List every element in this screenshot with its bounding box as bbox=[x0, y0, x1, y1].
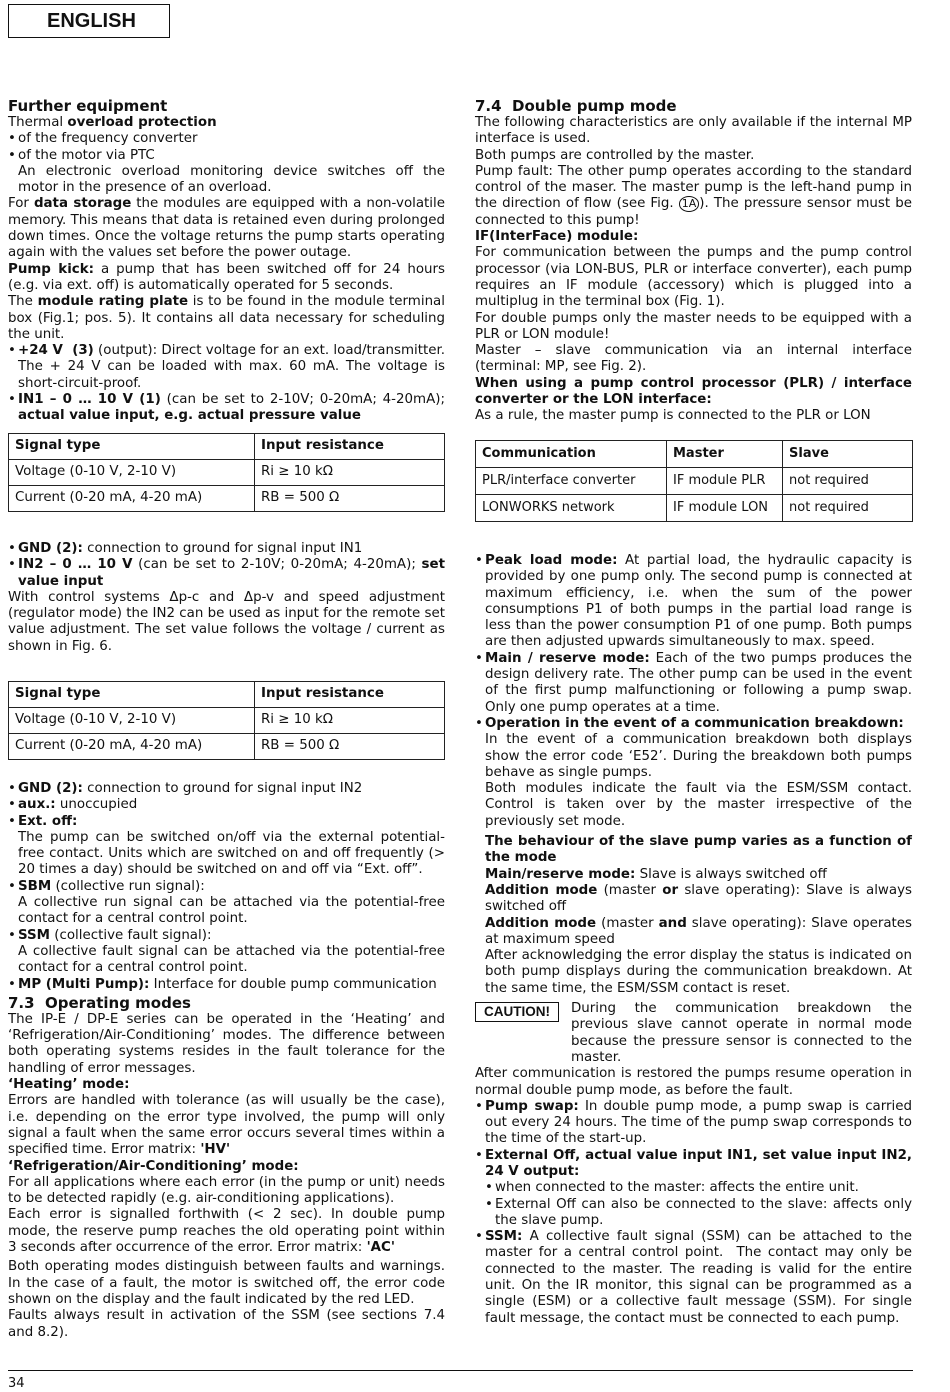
page-number: 34 bbox=[8, 1376, 25, 1391]
paragraph: Each error is signalled forthwith (< 2 sec). In double pump mode, the reserve pump reaches the old operating point within 3 seconds after occurrence of the error. Error matrix: 'AC' bbox=[8, 1207, 445, 1256]
paragraph: Addition mode (master and slave operating): Slave operates at maximum speed bbox=[485, 915, 912, 947]
list-item: • GND (2): connection to ground for signal input IN2 bbox=[8, 781, 445, 797]
paragraph: Both operating modes distinguish between faults and warnings. In the case of a fault, the motor is switched off, the error code shown on the display and the fault indicated by the red LED. bbox=[8, 1259, 445, 1307]
table-cell: Current (0-20 mA, 4-20 mA) bbox=[9, 734, 255, 760]
paragraph: Errors are handled with tolerance (as will usually be the case), i.e. depending on the error type involved, the pump will only signal a fault when the same error occurs several times within a specified time. Error matrix: 'HV' bbox=[8, 1093, 445, 1158]
paragraph: An electronic overload monitoring device switches off the motor in the presence of an overload. bbox=[18, 163, 445, 196]
paragraph: As a rule, the master pump is connected to the PLR or LON bbox=[475, 408, 871, 424]
list-item: • of the motor via PTC bbox=[8, 148, 445, 164]
paragraph: The module rating plate is to be found in the module terminal box (Fig.1; pos. 5). It contains all data necessary for scheduling the unit. bbox=[8, 294, 445, 342]
caution-badge: CAUTION! bbox=[475, 1002, 559, 1022]
paragraph: Master – slave communication via an internal interface (terminal: MP, see Fig. 2). bbox=[475, 343, 912, 375]
caution-text: During the communication breakdown the previous slave cannot operate in normal mode because the pressure sensor is connected to the master. bbox=[571, 1001, 912, 1065]
table-header: Input resistance bbox=[255, 682, 445, 708]
table-cell: Ri ≥ 10 kΩ bbox=[255, 708, 445, 734]
table-cell: Current (0-20 mA, 4-20 mA) bbox=[9, 486, 255, 512]
table-header: Communication bbox=[476, 441, 667, 468]
paragraph: Pump fault: The other pump operates according to the standard control of the maser. The master pump is the left-hand pump in the direction of flow (see Fig. 1A ). The pressure sensor must be connected to this pump! bbox=[475, 163, 912, 228]
list-item: • IN2 – 0 … 10 V (can be set to 2-10V; 0-20mA; 4-20mA); set value input bbox=[8, 557, 445, 590]
table-cell: not required bbox=[783, 468, 913, 495]
paragraph: Addition mode (master or slave operating): Slave is always switched off bbox=[485, 882, 912, 915]
table-header: Signal type bbox=[9, 434, 255, 460]
caution-block bbox=[475, 1001, 912, 1066]
list-item: • SSM: A collective fault signal (SSM) can be attached to the master for a central control point. The contact may only be connected to the master. The reading is valid for the entire unit. On the IR monitor, this signal can be programmed as a single (ESM) or a collective fault message (SSM). For single fault message, the contact must be connected to each pump. bbox=[475, 1229, 912, 1327]
list-item: • GND (2): connection to ground for signal input IN1 bbox=[8, 541, 445, 557]
paragraph: The behaviour of the slave pump varies as a function of the mode bbox=[485, 834, 912, 866]
paragraph: In the event of a communication breakdown both displays show the error code ‘E52’. During the breakdown both pumps behave as single pumps. bbox=[485, 732, 912, 780]
table-cell: Voltage (0-10 V, 2-10 V) bbox=[9, 708, 255, 734]
table-cell: IF module PLR bbox=[667, 468, 783, 495]
heading-operating-modes: 7.3 Operating modes bbox=[8, 993, 191, 1012]
signal-table-in2 bbox=[8, 681, 445, 760]
paragraph: For data storage the modules are equipped with a non-volatile memory. This means that data is retained even during prolonged down times. Once the voltage returns the pump starts operating again with the values set before the power outage. bbox=[8, 196, 445, 261]
list-item: • Pump swap: In double pump mode, a pump swap is carried out every 24 hours. The time of the pump swap corresponds to the time of the start-up. bbox=[475, 1099, 912, 1148]
list-item: • Main / reserve mode: Each of the two pumps produces the design delivery rate. The other pump can be used in the event of the first pump malfunctioning or following a pump swap. Only one pump operates at a time. bbox=[475, 651, 912, 716]
signal-table-in1 bbox=[8, 433, 445, 512]
paragraph: Main/reserve mode: Slave is always switched off bbox=[485, 866, 827, 882]
right-column-top bbox=[475, 97, 912, 425]
list-item: • of the frequency converter bbox=[8, 131, 445, 147]
paragraph: For double pumps only the master needs to be equipped with a PLR or LON module! bbox=[475, 310, 912, 342]
list-item: • Peak load mode: At partial load, the hydraulic capacity is provided by one pump only. The second pump is connected at maximum efficiency, i.e. when the sum of the power consumptions P1 of both pumps in the partial load range is less than the power consumption P1 of one pump. Both pumps are then adjusted upwards simultaneously to max. speed. bbox=[475, 553, 912, 651]
right-column-bottom bbox=[475, 553, 912, 1327]
table-cell: Voltage (0-10 V, 2-10 V) bbox=[9, 460, 255, 486]
paragraph: The following characteristics are only available if the internal MP interface is used. bbox=[475, 115, 912, 147]
table-cell: not required bbox=[783, 495, 913, 522]
paragraph: For communication between the pumps and the pump control processor (via LON-BUS, PLR or interface converter), each pump requires an IF module (accessory) which is plugged into a multiplug in the terminal box (Fig. 1). bbox=[475, 245, 912, 310]
paragraph: IF(InterFace) module: bbox=[475, 229, 639, 245]
table-header: Master bbox=[667, 441, 783, 468]
list-item: • +24 V (3) (output): Direct voltage for an ext. load/transmitter. The + 24 V can be loaded with max. 60 mA. The voltage is short-circuit-proof. bbox=[8, 343, 445, 392]
paragraph: Faults always result in activation of the SSM (see sections 7.4 and 8.2). bbox=[8, 1308, 445, 1340]
paragraph: After communication is restored the pumps resume operation in normal double pump mode, as before the fault. bbox=[475, 1066, 912, 1098]
list-item: • Ext. off: bbox=[8, 814, 445, 830]
left-column-middle bbox=[8, 541, 445, 655]
left-column-bottom bbox=[8, 781, 445, 1341]
table-header: Input resistance bbox=[255, 434, 445, 460]
paragraph: When using a pump control processor (PLR) / interface converter or the LON interface: bbox=[475, 375, 912, 408]
table-cell: Ri ≥ 10 kΩ bbox=[255, 460, 445, 486]
table-cell: RB = 500 Ω bbox=[255, 734, 445, 760]
list-item: • MP (Multi Pump): Interface for double pump communication bbox=[8, 977, 445, 993]
list-item: • when connected to the master: affects the entire unit. bbox=[475, 1180, 912, 1196]
heading-double-pump-mode: 7.4 Double pump mode bbox=[475, 97, 677, 115]
list-item: • IN1 – 0 … 10 V (1) (can be set to 2-10V; 0-20mA; 4-20mA); actual value input, e.g. actual pressure value bbox=[8, 392, 445, 425]
paragraph: With control systems Δp-c and Δp-v and speed adjustment (regulator mode) the IN2 can be used as input for the remote set value adjustment. The set value follows the voltage / current as shown in Fig. 6. bbox=[8, 589, 445, 654]
footer-divider bbox=[8, 1370, 913, 1371]
table-cell: RB = 500 Ω bbox=[255, 486, 445, 512]
paragraph: For all applications where each error (in the pump or unit) needs to be detected rapidly (e.g. air-conditioning applications). bbox=[8, 1174, 445, 1207]
paragraph: A collective run signal can be attached via the potential-free contact for a central control point. bbox=[18, 895, 445, 927]
paragraph: A collective fault signal can be attached via the potential-free contact for a central control point. bbox=[18, 943, 445, 976]
paragraph: ‘Heating’ mode: bbox=[8, 1077, 130, 1093]
language-label: ENGLISH bbox=[8, 4, 170, 38]
paragraph: Thermal overload protection bbox=[8, 115, 217, 130]
paragraph: The IP-E / DP-E series can be operated in the ‘Heating’ and ‘Refrigeration/Air-Conditioning’ modes. The difference between both operating systems resides in the fault tolerance for the handling of error messages. bbox=[8, 1011, 445, 1076]
paragraph: ‘Refrigeration/Air-Conditioning’ mode: bbox=[8, 1158, 299, 1174]
list-item: • External Off can also be connected to the slave: affects only the slave pump. bbox=[475, 1197, 912, 1230]
list-item: • aux.: unoccupied bbox=[8, 797, 445, 813]
table-header: Signal type bbox=[9, 682, 255, 708]
paragraph: After acknowledging the error display the status is indicated on both pump displays during the communication breakdown. At the same time, the ESM/SSM contact is reset. bbox=[485, 948, 912, 996]
paragraph: The pump can be switched on/off via the external potential-free contact. Units which are switched on and off frequently (> 20 times a day) should be switched on and off via “Ext. off”. bbox=[18, 829, 445, 878]
paragraph: Pump kick: a pump that has been switched off for 24 hours (e.g. via ext. off) is automatically operated for 5 seconds. bbox=[8, 261, 445, 293]
table-cell: LONWORKS network bbox=[476, 495, 667, 522]
left-column-top bbox=[8, 97, 445, 425]
paragraph: Both modules indicate the fault via the ESM/SSM contact. Control is taken over by the master irrespective of the previously set mode. bbox=[485, 781, 912, 829]
figure-ref-icon: 1A bbox=[679, 196, 700, 212]
paragraph: Both pumps are controlled by the master. bbox=[475, 147, 755, 163]
table-cell: PLR/interface converter bbox=[476, 468, 667, 495]
table-cell: IF module LON bbox=[667, 495, 783, 522]
heading-further-equipment: Further equipment bbox=[8, 97, 168, 115]
list-item: • Operation in the event of a communication breakdown: bbox=[475, 716, 912, 732]
communication-table bbox=[475, 440, 913, 522]
table-header: Slave bbox=[783, 441, 913, 468]
list-item: • SSM (collective fault signal): bbox=[8, 928, 445, 944]
list-item: • SBM (collective run signal): bbox=[8, 879, 445, 895]
list-item: • External Off, actual value input IN1, set value input IN2, 24 V output: bbox=[475, 1148, 912, 1181]
